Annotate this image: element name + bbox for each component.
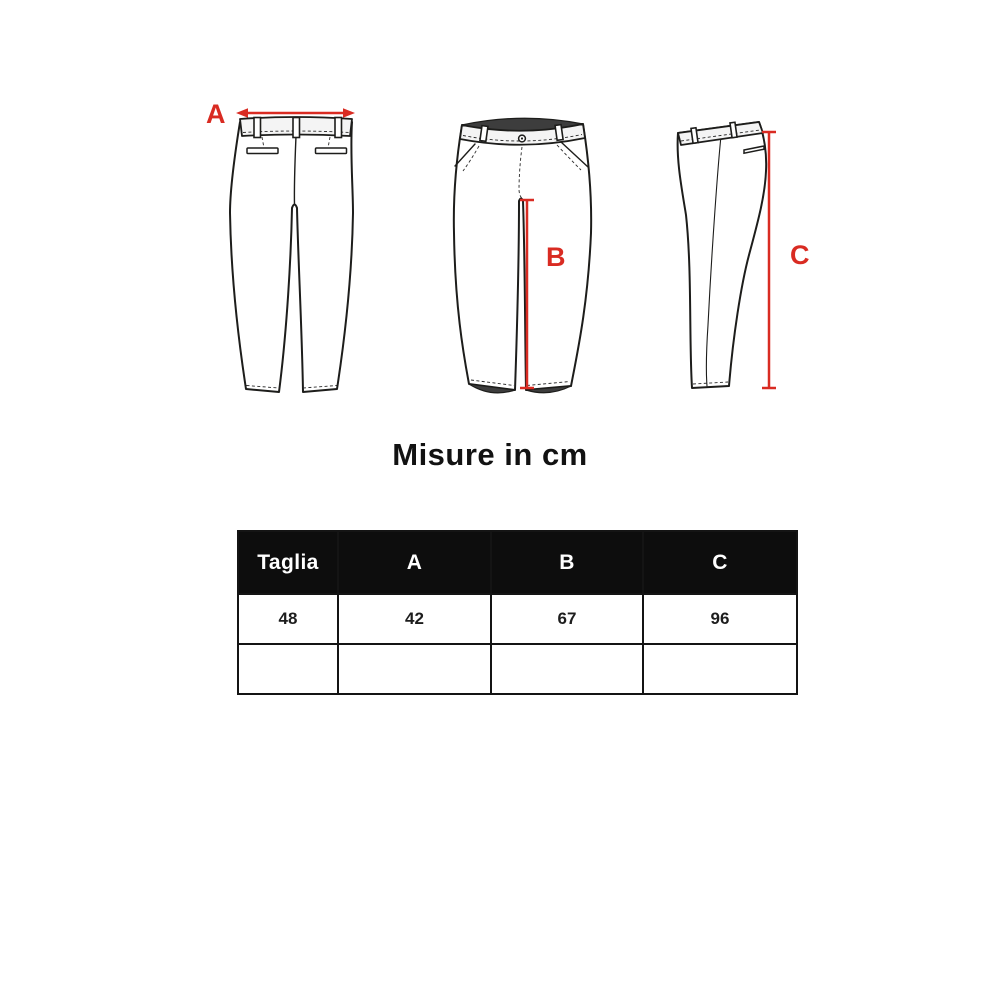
size-table xyxy=(237,530,798,695)
measure-label-c: C xyxy=(790,240,810,270)
size-table-cell-c xyxy=(643,644,797,694)
measure-label-a: A xyxy=(206,99,226,129)
size-table-header-a: A xyxy=(338,531,491,594)
size-table-cell-b xyxy=(491,644,643,694)
units-title: Misure in cm xyxy=(392,437,588,472)
size-table-cell-a xyxy=(338,644,491,694)
size-table-cell-c: 96 xyxy=(643,594,797,644)
size-table-cell-taglia: 48 xyxy=(238,594,338,644)
size-table-header-taglia: Taglia xyxy=(238,531,338,594)
size-table-header-row xyxy=(238,531,797,594)
size-table-cell-b: 67 xyxy=(491,594,643,644)
pants-front-view-drawing xyxy=(435,100,605,410)
measure-label-b: B xyxy=(546,242,566,272)
size-table-cell-taglia xyxy=(238,644,338,694)
pants-back-view-drawing xyxy=(200,95,370,405)
size-table-row-empty xyxy=(238,644,797,694)
size-table-header-b: B xyxy=(491,531,643,594)
size-table-header-c: C xyxy=(643,531,797,594)
size-table-row xyxy=(238,594,797,644)
size-table-cell-a: 42 xyxy=(338,594,491,644)
